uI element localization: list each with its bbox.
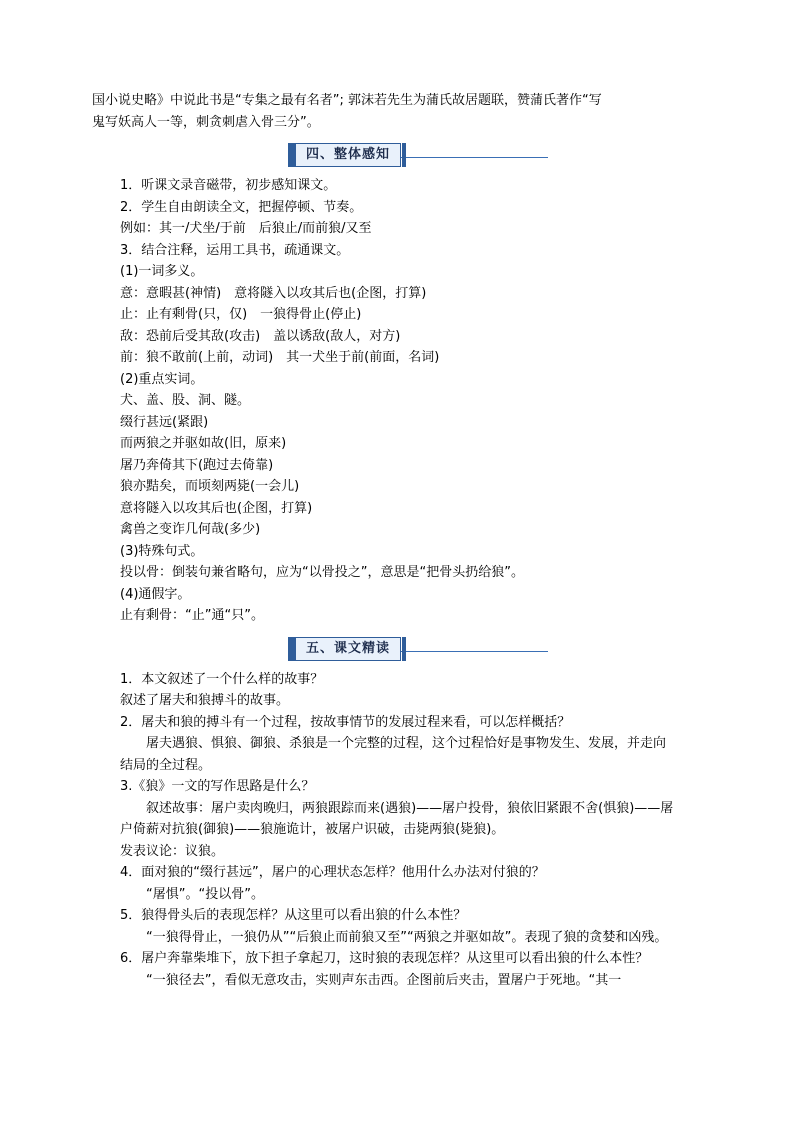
s5-line: 4．面对狼的“缀行甚远”，屠户的心理状态怎样？他用什么办法对付狼的？ — [120, 865, 545, 880]
s4-line: 意：意暇甚(神情) 意将隧入以攻其后也(企图，打算) — [120, 285, 427, 301]
section-4-header — [120, 143, 678, 169]
s5-line: 5．狼得骨头后的表现怎样？从这里可以看出狼的什么本性？ — [120, 908, 467, 923]
s4-line: 敌：恐前后受其敌(攻击) 盖以诱敌(敌人，对方) — [120, 328, 401, 344]
s5-line: 叙述了屠夫和狼搏斗的故事。 — [120, 693, 290, 708]
s5-line: 1．本文叙述了一个什么样的故事？ — [120, 671, 324, 687]
s4-line: (1)一词多义。 — [120, 264, 204, 279]
s5-line: “屠惧”。“投以骨”。 — [146, 886, 264, 902]
s5-paragraph: 屠夫遇狼、惧狼、御狼、杀狼是一个完整的过程，这个过程恰好是事物发生、发展，并走向结局的全过程。 — [120, 736, 667, 773]
document-page — [92, 90, 678, 991]
s5-line: 6．屠户奔靠柴堆下，放下担子拿起刀，这时狼的表现怎样？从这里可以看出狼的什么本性？ — [120, 951, 649, 966]
s4-line: (2)重点实词。 — [120, 371, 204, 387]
intro-line-2: 鬼写妖高人一等，刺贪刺虐入骨三分”。 — [92, 114, 320, 130]
s5-line: 发表议论：议狼。 — [120, 843, 225, 859]
s4-line: 而两狼之并驱如故(旧，原来) — [120, 436, 287, 451]
section-5-header — [120, 637, 678, 663]
s4-line: 投以骨：倒装句兼省略句，应为“以骨投之”，意思是“把骨头扔给狼”。 — [120, 565, 524, 580]
s4-line: (3)特殊句式。 — [120, 543, 204, 559]
section-4-body — [120, 175, 678, 627]
s4-line: 止：止有剩骨(只，仅) 一狼得骨止(停止) — [120, 307, 362, 322]
s4-line: 屠乃奔倚其下(跑过去倚靠) — [120, 457, 274, 473]
section-5-body — [120, 669, 678, 992]
s5-paragraph: 叙述故事：屠户卖肉晚归，两狼跟踪而来(遇狼)——屠户投骨，狼依旧紧跟不舍(惧狼)——屠户倚薪对抗狼(御狼)——狼施诡计，被屠户识破，击毙两狼(毙狼)。 — [120, 800, 674, 837]
s5-line: 2．屠夫和狼的搏斗有一个过程，按故事情节的发展过程来看，可以怎样概括？ — [120, 714, 571, 730]
s5-line: 3.《狼》一文的写作思路是什么？ — [120, 779, 315, 794]
s4-line: 止有剩骨：“止”通“只”。 — [120, 608, 264, 623]
s4-line: 犬、盖、股、洞、隧。 — [120, 393, 251, 408]
section-5-title: 五、课文精读 — [288, 637, 401, 661]
s5-paragraph: “一狼得骨止，一狼仍从”“后狼止而前狼又至”“两狼之并驱如故”。表现了狼的贪婪和凶残。 — [146, 929, 668, 945]
s4-line: 缀行甚远(紧跟) — [120, 414, 209, 430]
s4-line: 禽兽之变诈几何哉(多少) — [120, 522, 261, 537]
s4-line: (4)通假字。 — [120, 586, 191, 602]
s4-line: 1．听课文录音磁带，初步感知课文。 — [120, 178, 337, 193]
s4-line: 2．学生自由朗读全文，把握停顿、节奏。 — [120, 199, 363, 215]
s5-paragraph: “一狼径去”，看似无意攻击，实则声东击西。企图前后夹击，置屠户于死地。“其一 — [146, 972, 622, 988]
s4-line: 前：狼不敢前(上前，动词) 其一犬坐于前(前面，名词) — [120, 350, 440, 365]
s4-line: 意将隧入以攻其后也(企图，打算) — [120, 500, 313, 516]
section-4-title: 四、整体感知 — [288, 143, 401, 167]
s4-line: 3．结合注释，运用工具书，疏通课文。 — [120, 242, 350, 258]
intro-line-1: 国小说史略》中说此书是“专集之最有名者”; 郭沫若先生为蒲氏故居题联，赞蒲氏著作“写 — [92, 93, 602, 108]
s4-line: 例如：其一/犬坐/于前 后狼止/而前狼/又至 — [120, 221, 372, 236]
s4-line: 狼亦黠矣，而顷刻两毙(一会儿) — [120, 479, 300, 494]
